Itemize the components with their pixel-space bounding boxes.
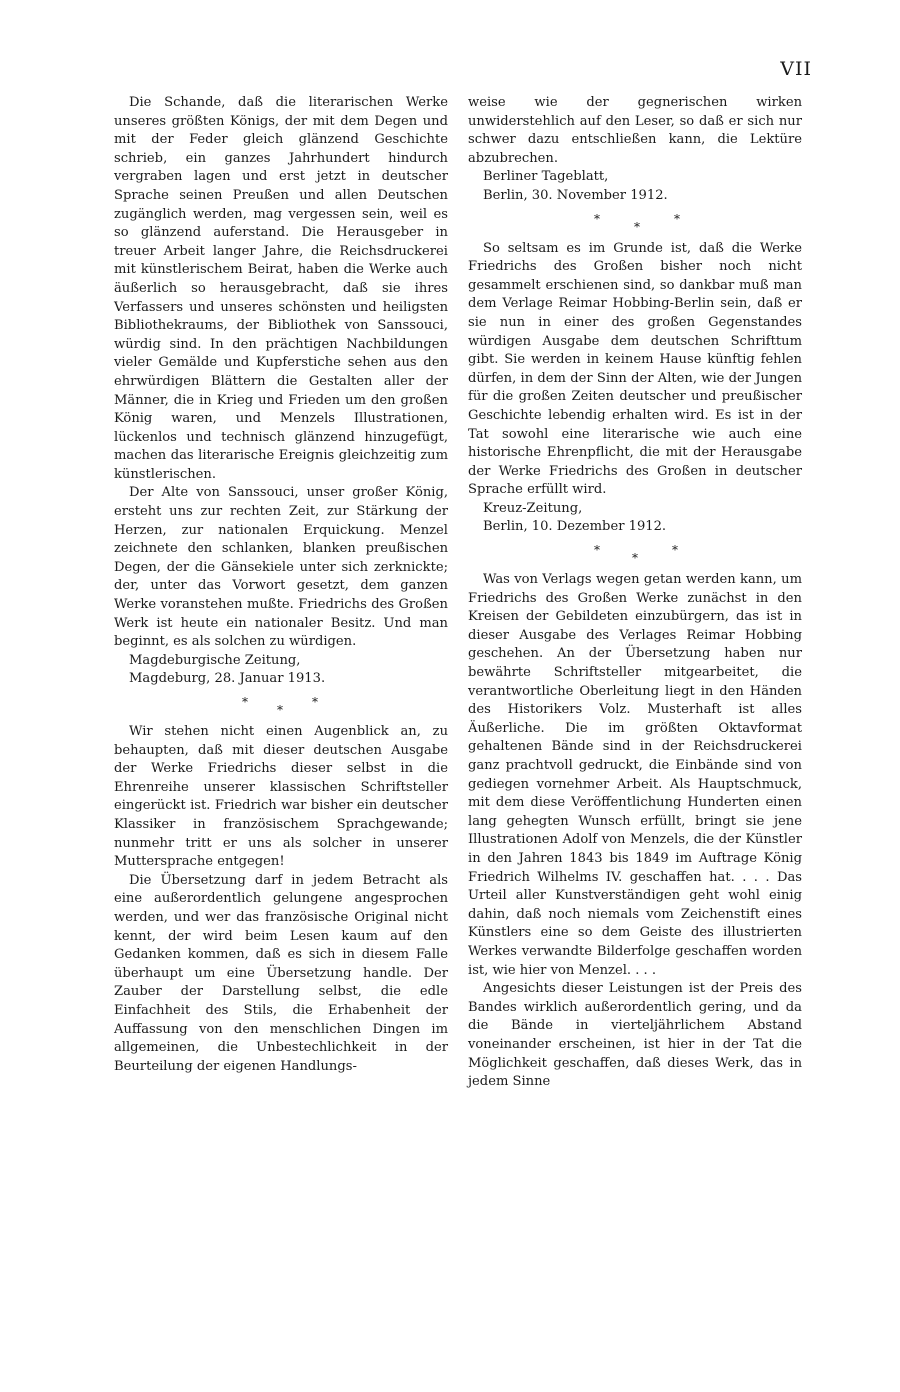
review-source: Magdeburgische Zeitung, <box>129 652 301 668</box>
review-date: Berlin, 30. November 1912. <box>483 187 668 203</box>
review-date: Berlin, 10. Dezember 1912. <box>483 519 667 535</box>
left-column <box>114 94 448 1076</box>
page-number: VII <box>780 58 812 80</box>
right-column <box>468 94 802 1092</box>
review-paragraph: Die Schande, daß die literarischen Werke unseres größten Königs, der mit dem Degen und mit der Feder gleich glänzend Geschichte schrieb, ein ganzes Jahrhundert hindurch vergraben lagen und erst jetzt in deutscher Sprache seinen Preußen und allen Deutschen zugänglich werden, mag vergessen sein, weil es so glänzend auferstand. Die Herausgeber in treuer Arbeit langer Jahre, die Reichsdruckerei mit künstlerischem Beirat, haben die Werke auch äußerlich so herausgebracht, daß sie ihres Verfassers und unseres schönsten und heiligsten Bibliothekraums, der Bibliothek von Sanssouci, würdig sind. In den prächtigen Nachbildungen vieler Gemälde und Kupferstiche sehen aus den ehrwürdigen Blättern die Gestalten aller der Männer, die in Krieg und Frieden um den großen König waren, und Menzels Illustrationen, lückenlos und technisch glänzend hinzugefügt, machen das literarische Ereignis gleichzeitig zum künstlerischen. <box>114 95 448 482</box>
review-paragraph: Wir stehen nicht einen Augenblick an, zu behaupten, daß mit dieser deutschen Ausgabe der Werke Friedrichs dieser selbst in die Ehrenreihe unserer klassischen Schriftsteller eingerückt ist. Friedrich war bisher ein deutscher Klassiker in französischem Sprachgewande; nunmehr tritt er uns als solcher in unserer Muttersprache entgegen! <box>114 724 448 870</box>
separator-stars: * * * <box>594 211 704 234</box>
review-paragraph: So seltsam es im Grunde ist, daß die Werke Friedrichs des Großen bisher noch nicht gesammelt erschienen sind, so dankbar muß man dem Verlage Reimar Hobbing-Berlin sein, daß er sie nun in einer des großen Gegenstandes würdigen Ausgabe dem deutschen Schrifttum gibt. Sie werden in keinem Hause künftig fehlen dürfen, in dem der Sinn der Alten, wie der Jungen für die großen Zeiten deutscher und preußischer Geschichte lebendig erhalten wird. Es ist in der Tat sowohl eine literarische wie auch eine historische Ehrenpflicht, die mit der Herausgabe der Werke Friedrichs des Großen in deutscher Sprache erfüllt wird. <box>468 240 802 498</box>
separator-stars: * * * <box>594 543 702 566</box>
review-paragraph: Der Alte von Sanssouci, unser großer König, ersteht uns zur rechten Zeit, zur Stärkung der Herzen, zur nationalen Erquickung. Menzel zeichnete den schlanken, blanken preußischen Degen, der die Gänsekiele unter sich zerknickte; der, unter das Vorwort gesetzt, dem ganzen Werke voranstehen mußte. Friedrichs des Großen Werk ist heute ein nationaler Besitz. Und man beginnt, es als solchen zu würdigen. <box>114 485 448 650</box>
review-paragraph: Angesichts dieser Leistungen ist der Preis des Bandes wirklich außerordentlich gering, und da die Bände in vierteljährlichem Abstand voneinander erscheinen, ist hier in der Tat die Möglichkeit geschaffen, daß dieses Werk, das in jedem Sinne <box>468 981 802 1090</box>
review-paragraph: Was von Verlags wegen getan werden kann, um Friedrichs des Großen Werke zunächst in den Kreisen der Gebildeten einzubürgern, das ist in dieser Ausgabe des Verlages Reimar Hobbing geschehen. An der Übersetzung haben nur bewährte Schriftsteller mitgearbeitet, die verantwortliche Oberleitung liegt in den Händen des Historikers Volz. Musterhaft ist alles Äußerliche. Die im größten Oktavformat gehaltenen Bände sind in der Reichsdruckerei ganz prachtvoll gedruckt, die Einbände sind von gediegen vornehmer Arbeit. Als Hauptschmuck, mit dem diese Veröffentlichung Hunderten einen lang gehegten Wunsch erfüllt, bringt sie jene Illustrationen Adolf von Menzels, die der Künstler in den Jahren 1843 bis 1849 im Auftrage König Friedrich Wilhelms IV. geschaffen hat. . . . Das Urteil aller Kunstverständigen geht wohl einig dahin, daß noch niemals vom Zeichenstift eines Künstlers eine so dem Geiste des illustrierten Werkes verwandte Bilderfolge geschaffen worden ist, wie hier von Menzel. . . . <box>468 572 802 978</box>
review-source: Berliner Tageblatt, <box>483 169 609 185</box>
review-source: Kreuz-Zeitung, <box>483 500 583 516</box>
review-paragraph: Die Übersetzung darf in jedem Betracht als eine außerordentlich gelungene angesprochen werden, und wer das französische Original nicht kennt, der wird beim Lesen kaum auf den Gedanken kommen, daß es sich in diesem Falle überhaupt um eine Übersetzung handle. Der Zauber der Darstellung selbst, die edle Einfachheit des Stils, die Erhabenheit der Auffassung von den menschlichen Dingen im allgemeinen, die Unbestechlichkeit in der Beurteilung der eigenen Handlungs- <box>114 872 448 1074</box>
review-paragraph-continued: weise wie der gegnerischen wirken unwiderstehlich auf den Leser, so daß er sich nur schwer dazu entschließen kann, die Lektüre abzubrechen. <box>468 95 802 166</box>
review-date: Magdeburg, 28. Januar 1913. <box>129 671 326 687</box>
separator-stars: * * * <box>242 695 342 717</box>
